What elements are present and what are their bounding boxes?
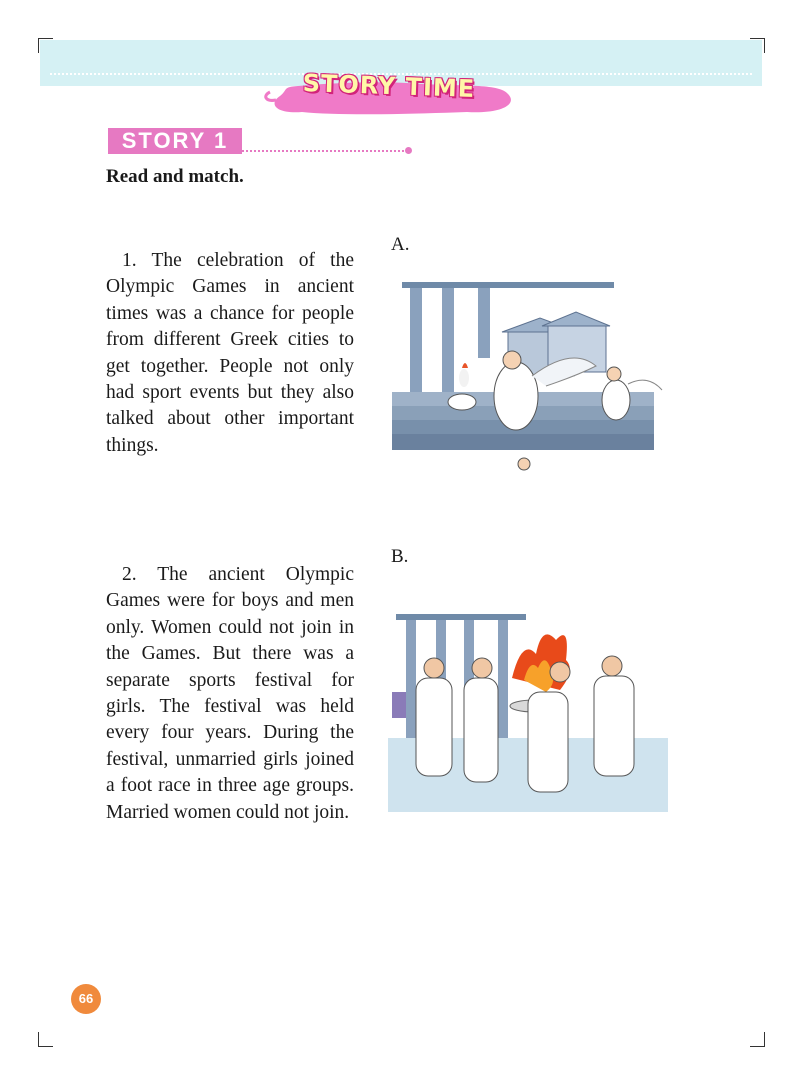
girls-foot-race-illustration bbox=[392, 280, 668, 476]
crop-mark-bottom-right bbox=[750, 1032, 765, 1047]
passage-1-text: 1. The celebration of the Olympic Games in ancient times was a chance for people from different Greek cities to get together. People not only had sport events but they also talked about other important things. bbox=[106, 250, 354, 456]
story-label-dotted-line bbox=[242, 150, 408, 152]
page-number: 66 bbox=[71, 984, 101, 1014]
passage-2 bbox=[106, 562, 354, 826]
picture-label-a: A. bbox=[391, 234, 410, 255]
picture-label-b: B. bbox=[391, 546, 409, 567]
greek-men-torch-illustration bbox=[388, 612, 668, 812]
crop-mark-bottom-left bbox=[38, 1032, 53, 1047]
instruction: Read and match. bbox=[106, 166, 244, 187]
story-label: STORY 1 bbox=[108, 128, 242, 154]
passage-2-text: 2. The ancient Olympic Games were for boys and men only. Women could not join in the Games. But there was a separate sports festival for girls. The festival was held every four years. During the festival, unmarried girls joined a foot race in three age groups. Married women could not join. bbox=[106, 564, 354, 823]
story-label-dot bbox=[405, 147, 412, 154]
page-title: STORY TIME bbox=[302, 68, 476, 104]
passage-1 bbox=[106, 248, 354, 459]
